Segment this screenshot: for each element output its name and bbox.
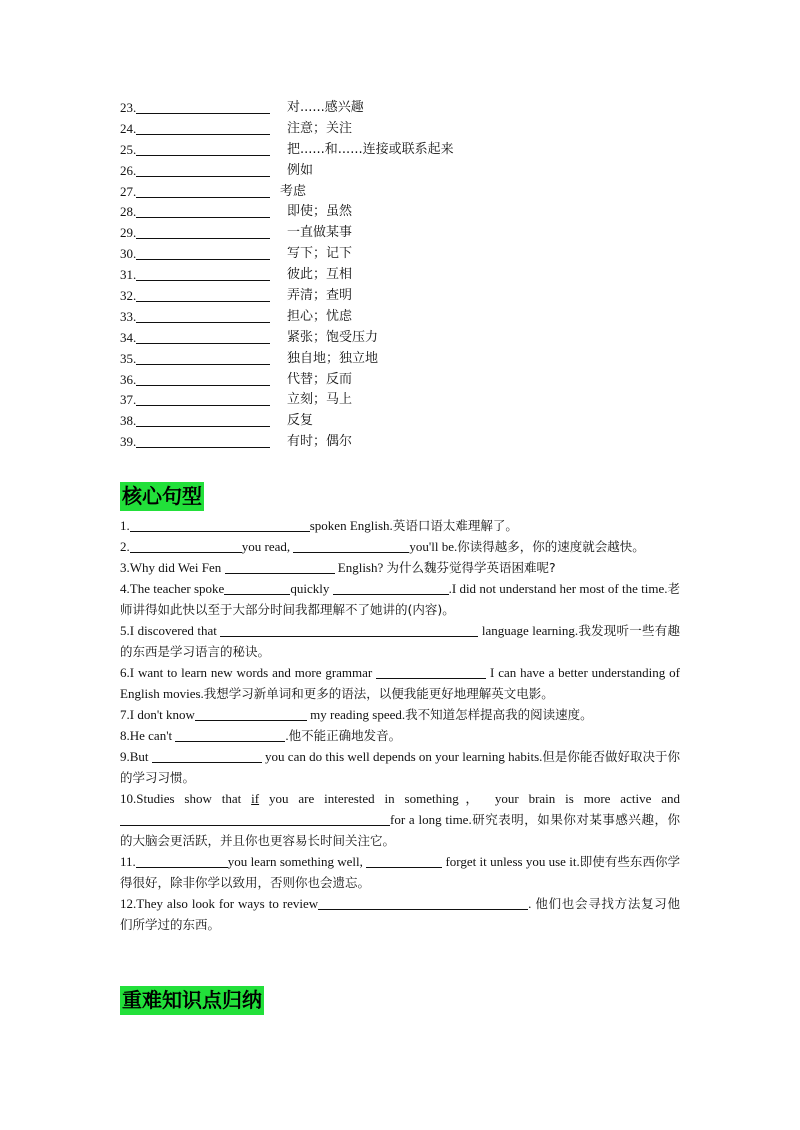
vocab-answer-blank[interactable] <box>136 351 270 365</box>
answer-blank[interactable] <box>376 665 486 679</box>
vocab-row <box>120 140 520 161</box>
vocab-row <box>120 265 520 286</box>
vocab-number: 30. <box>120 246 137 262</box>
vocab-number: 38. <box>120 413 137 429</box>
vocab-row <box>120 202 520 223</box>
vocab-answer-blank[interactable] <box>136 330 270 344</box>
vocab-row <box>120 182 520 203</box>
answer-blank[interactable] <box>318 896 528 910</box>
answer-blank[interactable] <box>136 854 228 868</box>
vocab-number: 26. <box>120 162 137 178</box>
vocab-answer-blank[interactable] <box>136 309 270 323</box>
vocab-number: 35. <box>120 350 137 366</box>
vocab-number: 28. <box>120 204 137 220</box>
vocab-number: 33. <box>120 308 137 324</box>
vocab-meaning: 把......和......连接或联系起来 <box>287 141 454 157</box>
vocab-answer-blank[interactable] <box>136 392 270 406</box>
answer-blank[interactable] <box>130 539 242 553</box>
vocab-answer-blank[interactable] <box>136 142 270 156</box>
vocab-number: 24. <box>120 120 137 136</box>
vocab-meaning: 代替；反而 <box>287 371 353 387</box>
vocab-number: 25. <box>120 141 137 157</box>
vocab-row <box>120 411 520 432</box>
vocab-number: 37. <box>120 392 137 408</box>
vocab-row <box>120 223 520 244</box>
sentence-7: 7.I don't know my reading speed.我不知道怎样提高我的阅读速度。 <box>120 707 593 722</box>
answer-blank[interactable] <box>152 749 262 763</box>
vocab-number: 39. <box>120 434 137 450</box>
vocab-row <box>120 432 520 453</box>
answer-blank[interactable] <box>333 581 449 595</box>
vocab-row <box>120 307 520 328</box>
vocab-number: 29. <box>120 225 137 241</box>
vocab-answer-blank[interactable] <box>136 372 270 386</box>
sentence-list <box>120 515 680 935</box>
vocab-meaning: 例如 <box>287 162 314 178</box>
answer-blank[interactable] <box>224 581 290 595</box>
vocab-meaning: 担心；忧虑 <box>287 308 353 324</box>
answer-blank[interactable] <box>195 707 307 721</box>
vocab-meaning: 独自地；独立地 <box>287 350 379 366</box>
vocab-meaning: 注意；关注 <box>287 120 353 136</box>
vocab-answer-blank[interactable] <box>136 184 270 198</box>
sentence-6: 6.I want to learn new words and more grammar I can have a better understanding of English movies.我想学习新单词和更多的语法，以便我能更好地理解英文电影。 <box>120 665 680 701</box>
vocab-row <box>120 349 520 370</box>
vocab-number: 32. <box>120 288 137 304</box>
answer-blank[interactable] <box>366 854 442 868</box>
vocab-meaning: 对......感兴趣 <box>287 100 364 115</box>
vocab-meaning: 紧张；饱受压力 <box>287 329 379 345</box>
vocab-answer-blank[interactable] <box>136 246 270 260</box>
vocab-number: 31. <box>120 267 137 283</box>
vocab-meaning: 彼此；互相 <box>287 267 353 283</box>
answer-blank[interactable] <box>225 560 335 574</box>
sentence-8: 8.He can't .他不能正确地发音。 <box>120 728 402 743</box>
sentence-12: 12.They also look for ways to review . 他们也会寻找方法复习他们所学过的东西。 <box>120 896 680 932</box>
vocab-meaning: 立刻；马上 <box>287 392 353 408</box>
sentence-9: 9.But you can do this well depends on your learning habits.但是你能否做好取决于你的学习习惯。 <box>120 749 680 785</box>
vocab-row <box>120 370 520 391</box>
vocab-row <box>120 119 520 140</box>
vocab-meaning: 弄清；查明 <box>287 288 353 304</box>
vocab-number: 36. <box>120 371 137 387</box>
vocab-answer-blank[interactable] <box>136 413 270 427</box>
vocab-answer-blank[interactable] <box>136 163 270 177</box>
answer-blank[interactable] <box>120 812 390 826</box>
sentence-11: 11. you learn something well, forget it unless you use it.即使有些东西你学得很好，除非你学以致用，否则你也会遗忘。 <box>120 854 680 890</box>
vocab-meaning: 考虑 <box>280 183 307 199</box>
sentence-3: 3.Why did Wei Fen English? 为什么魏芬觉得学英语困难呢? <box>120 560 556 575</box>
sentence-1: 1. spoken English.英语口语太难理解了。 <box>120 518 518 533</box>
vocab-row <box>120 98 520 119</box>
vocab-answer-blank[interactable] <box>136 100 270 114</box>
vocab-number: 27. <box>120 183 137 199</box>
section-heading-key-points: 重难知识点归纳 <box>120 986 264 1015</box>
sentence-2: 2. you read, you'll be.你读得越多，你的速度就会越快。 <box>120 539 645 554</box>
vocab-meaning: 有时；偶尔 <box>287 434 353 450</box>
vocab-row <box>120 328 520 349</box>
vocab-row <box>120 390 520 411</box>
answer-blank[interactable] <box>130 518 310 532</box>
vocab-row <box>120 161 520 182</box>
vocab-row <box>120 244 520 265</box>
vocab-row <box>120 286 520 307</box>
vocab-answer-blank[interactable] <box>136 204 270 218</box>
section-heading-core-sentences: 核心句型 <box>120 482 204 511</box>
sentence-4: 4.The teacher spoke quickly .I did not understand her most of the time.老师讲得如此快以至于大部分时间我都理解不了她讲的(内容)。 <box>120 581 680 617</box>
vocab-answer-blank[interactable] <box>136 121 270 135</box>
vocab-meaning: 即使；虽然 <box>287 204 353 220</box>
sentence-5: 5.I discovered that language learning.我发现听一些有趣的东西是学习语言的秘诀。 <box>120 623 680 659</box>
vocabulary-list <box>120 98 520 453</box>
vocab-answer-blank[interactable] <box>136 225 270 239</box>
answer-blank[interactable] <box>220 623 478 637</box>
sentence-10: 10.Studies show that if you are interested in something， your brain is more active andfor a long time.研究表明，如果你对某事感兴趣，你的大脑会更活跃，并且你也更容易长时间关注它。 <box>120 791 681 848</box>
vocab-number: 34. <box>120 329 137 345</box>
answer-blank[interactable] <box>175 728 285 742</box>
vocab-meaning: 反复 <box>287 413 314 429</box>
answer-blank[interactable] <box>293 539 409 553</box>
vocab-answer-blank[interactable] <box>136 434 270 448</box>
vocab-meaning: 一直做某事 <box>287 225 353 241</box>
vocab-answer-blank[interactable] <box>136 288 270 302</box>
vocab-number: 23. <box>120 100 137 115</box>
vocab-answer-blank[interactable] <box>136 267 270 281</box>
vocab-meaning: 写下；记下 <box>287 246 353 262</box>
